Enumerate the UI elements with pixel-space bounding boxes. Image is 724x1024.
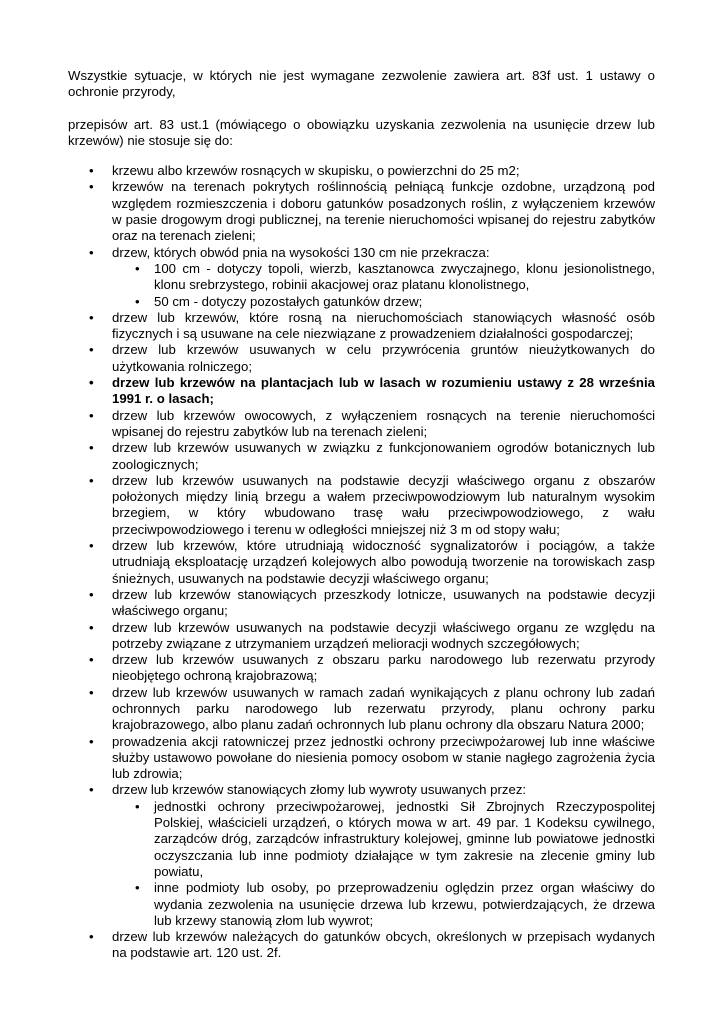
list-item [112, 245, 655, 310]
list-item: • drzew lub krzewów usuwanych na podstawie decyzji właściwego organu ze względu na potrzeby związane z utrzymaniem urządzeń melioracji wodnych szczegółowych; [112, 620, 655, 653]
list-item: • drzew lub krzewów stanowiących przeszkody lotnicze, usuwanych na podstawie decyzji właściwego organu; [112, 587, 655, 620]
list-item: • drzew lub krzewów usuwanych na podstawie decyzji właściwego organu z obszarów położonych między linią brzegu a wałem przeciwpowodziowym lub naturalnym wysokim brzegiem, w który wbudowano trasę wału przeciwpowodziowego, z wału przeciwpowodziowego i terenu w odległości mniejszej niż 3 m od stopy wału; [112, 473, 655, 538]
sublist-item: • 50 cm - dotyczy pozostałych gatunków drzew; [154, 294, 655, 310]
list-item: • drzew lub krzewów usuwanych w ramach zadań wynikających z planu ochrony lub zadań ochronnych parku narodowego lub rezerwatu przyrody, planu ochrony parku krajobrazowego, albo planu zadań ochronnych lub planu ochrony dla obszaru Natura 2000; [112, 685, 655, 734]
list-item: • krzewów na terenach pokrytych roślinnością pełniącą funkcje ozdobne, urządzoną pod względem rozmieszczenia i doboru gatunków posadzonych roślin, z wyłączeniem krzewów w pasie drogowym drogi publicznej, na terenie nieruchomości wpisanej do rejestru zabytków oraz na terenach zieleni; [112, 179, 655, 244]
list-item: • drzew lub krzewów, które rosną na nieruchomościach stanowiących własność osób fizycznych i są usuwane na cele niezwiązane z prowadzeniem działalności gospodarczej; [112, 310, 655, 343]
list-item: • drzew lub krzewów usuwanych w związku z funkcjonowaniem ogrodów botanicznych lub zoologicznych; [112, 440, 655, 473]
list-item: • drzew lub krzewów należących do gatunków obcych, określonych w przepisach wydanych na podstawie art. 120 ust. 2f. [112, 929, 655, 962]
sublist-trunk-circumference [112, 261, 655, 310]
list-item: • krzewu albo krzewów rosnących w skupisku, o powierzchni do 25 m2; [112, 163, 655, 179]
list-item-text: drzew, których obwód pnia na wysokości 130 cm nie przekracza: [112, 244, 490, 260]
list-item: • drzew lub krzewów, które utrudniają widoczność sygnalizatorów i pociągów, a także utrudniają eksploatację urządzeń kolejowych albo powodują tworzenie na torowiskach zasp śnieżnych, usuwanych na podstawie decyzji właściwego organu; [112, 538, 655, 587]
list-item [112, 782, 655, 929]
list-item-text: drzew lub krzewów stanowiących złomy lub wywroty usuwanych przez: [112, 782, 527, 798]
list-item: • prowadzenia akcji ratowniczej przez jednostki ochrony przeciwpożarowej lub inne właściwe służby ustawowo powołane do niesienia pomocy osobom w stanie nagłego zagrożenia życia lub zdrowia; [112, 734, 655, 783]
document-page [68, 68, 655, 962]
list-item: • drzew lub krzewów usuwanych w celu przywrócenia gruntów nieużytkowanych do użytkowania rolniczego; [112, 342, 655, 375]
sublist-item: • inne podmioty lub osoby, po przeprowadzeniu oględzin przez organ właściwy do wydania zezwolenia na usunięcie drzewa lub krzewu, potwierdzających, że drzewa lub krzewy stanowią złom lub wywrot; [154, 880, 655, 929]
list-item: • drzew lub krzewów usuwanych z obszaru parku narodowego lub rezerwatu przyrody nieobjętego ochroną krajobrazową; [112, 652, 655, 685]
sublist-item: • 100 cm - dotyczy topoli, wierzb, kasztanowca zwyczajnego, klonu jesionolistnego, klonu srebrzystego, robinii akacjowej oraz platanu klonolistnego, [154, 261, 655, 294]
list-item: • drzew lub krzewów owocowych, z wyłączeniem rosnących na terenie nieruchomości wpisanej do rejestru zabytków lub na terenach zieleni; [112, 408, 655, 441]
sublist-broken-trees [112, 799, 655, 929]
sublist-item: • jednostki ochrony przeciwpożarowej, jednostki Sił Zbrojnych Rzeczypospolitej Polskiej, właścicieli urządzeń, o których mowa w art. 49 par. 1 Kodeksu cywilnego, zarządców dróg, zarządców infrastruktury kolejowej, gminne lub powiatowe jednostki oczyszczania lub inne podmioty działające w tym zakresie na zlecenie gminy lub powiatu, [154, 799, 655, 880]
intro-paragraph-2: przepisów art. 83 ust.1 (mówiącego o obowiązku uzyskania zezwolenia na usunięcie drzew lub krzewów) nie stosuje się do: [68, 116, 655, 148]
intro-paragraph: Wszystkie sytuacje, w których nie jest wymagane zezwolenie zawiera art. 83f ust. 1 ustawy o ochronie przyrody, [68, 68, 655, 100]
exemption-list [68, 163, 655, 962]
list-item-bold: • drzew lub krzewów na plantacjach lub w lasach w rozumieniu ustawy z 28 września 1991 r. o lasach; [112, 375, 655, 408]
